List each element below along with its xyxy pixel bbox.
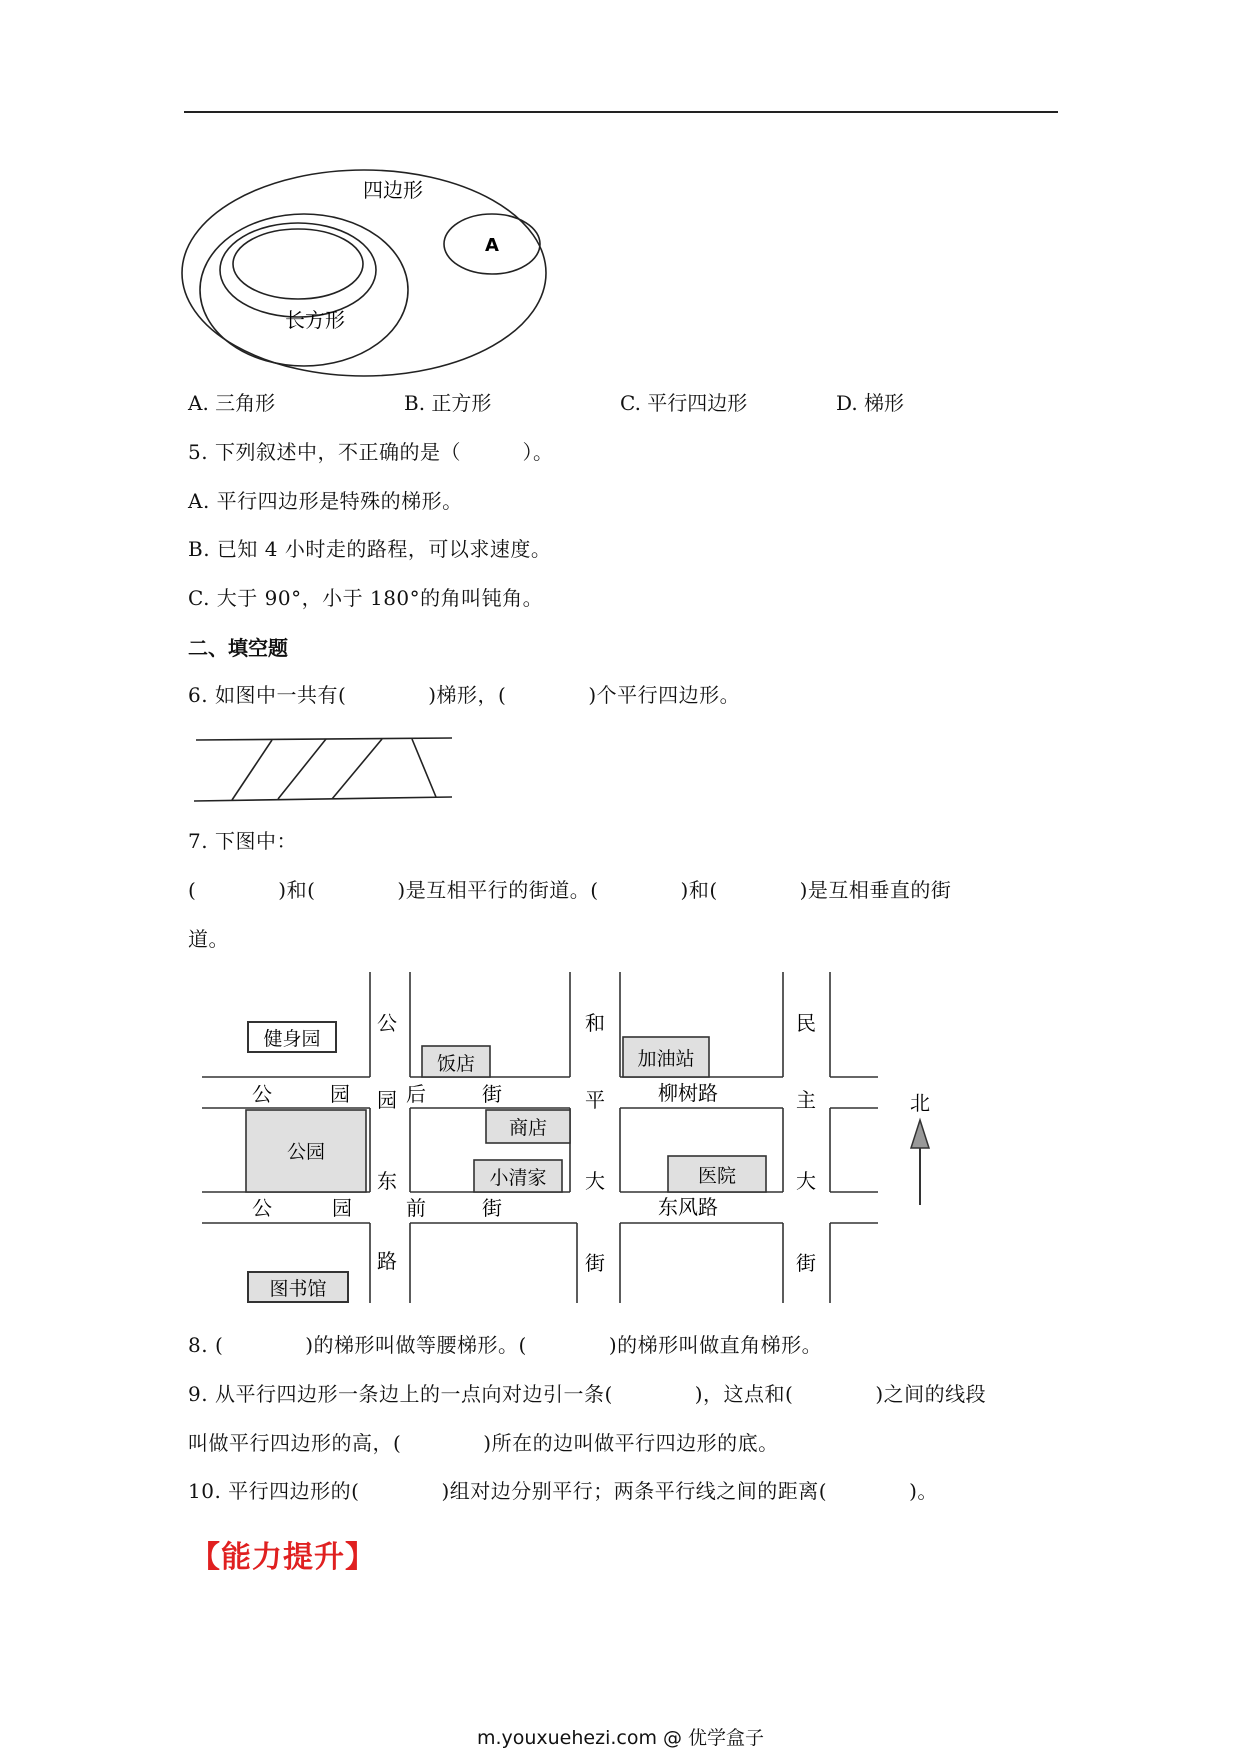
q5-stem: 5. 下列叙述中，不正确的是（ ）。 (188, 440, 554, 464)
street-label-gyh-1: 公 (252, 1082, 272, 1106)
venn-circle-label: A (485, 235, 499, 256)
street-label-gyd-1: 公 (377, 1011, 397, 1035)
q5-option-c: C. 大于 90°，小于 180°的角叫钝角。 (188, 586, 544, 610)
venn-inner-label: 长方形 (285, 308, 345, 332)
q8-text: 8. ( )的梯形叫做等腰梯形。( )的梯形叫做直角梯形。 (188, 1333, 823, 1357)
street-label-mz-3: 大 (796, 1169, 816, 1193)
street-label-gyh-2: 园 (330, 1082, 350, 1106)
street-label-gyq-4: 街 (482, 1196, 502, 1220)
q4-option-a: A. 三角形 (188, 391, 276, 415)
q7-line1: ( )和( )是互相平行的街道。( )和( )是互相垂直的街 (188, 878, 952, 902)
street-label-hp-2: 平 (585, 1088, 605, 1112)
building-gym (248, 1022, 336, 1052)
venn-outer-label: 四边形 (363, 178, 423, 202)
q4-option-b: B. 正方形 (404, 391, 492, 415)
building-park (246, 1110, 366, 1192)
street-label-gyq-2: 园 (332, 1196, 352, 1220)
building-shop (486, 1110, 570, 1143)
building-library (248, 1272, 348, 1302)
street-label-dongfeng: 东风路 (658, 1195, 718, 1219)
street-label-gyh-4: 街 (482, 1082, 502, 1106)
street-label-hp-1: 和 (585, 1011, 605, 1035)
building-restaurant-label: 饭店 (436, 1053, 476, 1075)
building-library-label: 图书馆 (269, 1278, 327, 1300)
building-gas-station-label: 加油站 (637, 1048, 695, 1070)
street-label-liushu: 柳树路 (658, 1081, 718, 1105)
building-hospital-label: 医院 (697, 1165, 737, 1187)
street-label-gyd-4: 路 (377, 1249, 397, 1273)
q6-text: 6. 如图中一共有( )梯形，( )个平行四边形。 (188, 683, 741, 707)
street-label-mz-4: 街 (796, 1251, 816, 1275)
q4-option-d: D. 梯形 (836, 391, 905, 415)
street-label-hp-3: 大 (585, 1169, 605, 1193)
venn-inner-outer-ellipse (220, 223, 376, 317)
ability-heading: 【能力提升】 (190, 1540, 376, 1575)
header-rule (184, 111, 1058, 113)
building-gym-label: 健身园 (263, 1028, 321, 1050)
building-restaurant (422, 1046, 490, 1077)
north-label: 北 (910, 1091, 930, 1115)
venn-inner-inner-ellipse (233, 229, 363, 299)
street-label-gyd-3: 东 (377, 1169, 397, 1193)
q9-line2: 叫做平行四边形的高，( )所在的边叫做平行四边形的底。 (188, 1431, 779, 1455)
building-park-label: 公园 (286, 1141, 326, 1163)
street-label-gyh-3: 后 (406, 1082, 426, 1106)
street-map (198, 970, 958, 1310)
q7-stem: 7. 下图中： (188, 829, 297, 853)
venn-diagram (180, 160, 560, 380)
footer-source: m.youxuehezi.com @ 优学盒子 (476, 1727, 765, 1749)
building-shop-label: 商店 (508, 1117, 548, 1139)
building-xiaoqing-home-label: 小清家 (489, 1167, 547, 1189)
q5-option-a: A. 平行四边形是特殊的梯形。 (188, 489, 463, 513)
building-xiaoqing-home (474, 1160, 562, 1192)
q10-text: 10. 平行四边形的( )组对边分别平行；两条平行线之间的距离( )。 (188, 1479, 938, 1503)
street-label-mz-1: 民 (796, 1011, 816, 1035)
q5-option-b: B. 已知 4 小时走的路程，可以求速度。 (188, 537, 552, 561)
section-title-fill-blank: 二、填空题 (188, 636, 288, 660)
street-label-hp-4: 街 (585, 1251, 605, 1275)
street-label-mz-2: 主 (796, 1088, 816, 1112)
building-hospital (668, 1156, 766, 1192)
q6-trapezoid-figure (190, 732, 460, 804)
street-label-gyd-2: 园 (377, 1088, 397, 1112)
street-label-gyq-1: 公 (252, 1196, 272, 1220)
street-label-gyq-3: 前 (406, 1196, 426, 1220)
q4-option-c: C. 平行四边形 (620, 391, 748, 415)
q9-line1: 9. 从平行四边形一条边上的一点向对边引一条( )，这点和( )之间的线段 (188, 1382, 987, 1406)
building-gas-station (623, 1037, 709, 1077)
north-arrow (910, 1091, 930, 1205)
q7-line2: 道。 (188, 927, 229, 951)
